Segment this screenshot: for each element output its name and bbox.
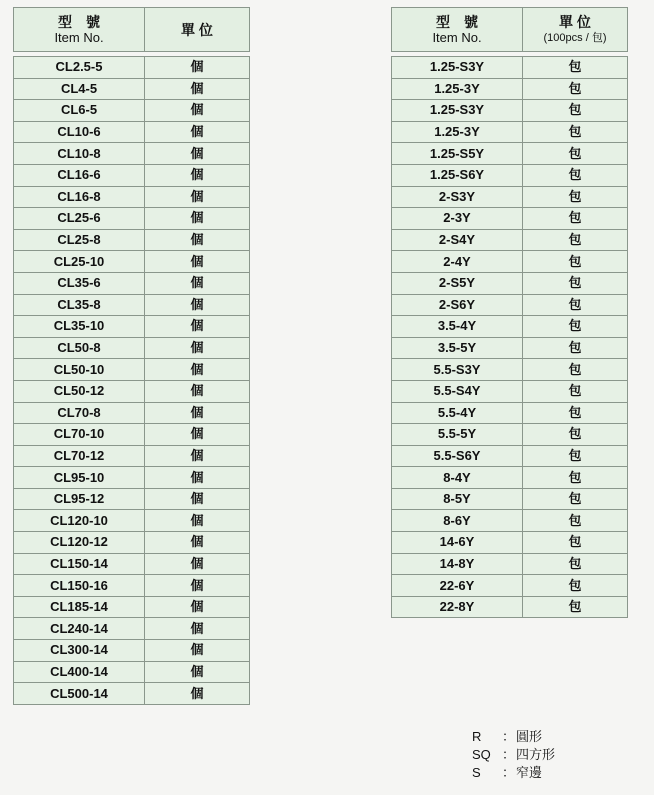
unit-cell: 個 <box>145 488 250 510</box>
item-number-cell: CL500-14 <box>14 683 145 705</box>
item-number-cell: 2-S6Y <box>392 294 523 316</box>
item-number-cell: 5.5-S4Y <box>392 380 523 402</box>
item-number-cell: CL120-12 <box>14 532 145 554</box>
item-number-cell: 1.25-3Y <box>392 121 523 143</box>
unit-cell: 個 <box>145 553 250 575</box>
item-number-cell: CL95-12 <box>14 488 145 510</box>
legend-description: 窄邊 <box>516 765 543 780</box>
table-row <box>392 467 628 489</box>
table-row <box>14 488 250 510</box>
item-number-cell: 5.5-S3Y <box>392 359 523 381</box>
unit-cell: 個 <box>145 359 250 381</box>
model-header <box>14 8 145 52</box>
right-product-table <box>391 7 628 618</box>
item-number-cell: CL35-8 <box>14 294 145 316</box>
unit-cell: 包 <box>523 553 628 575</box>
table-row <box>392 359 628 381</box>
table-row <box>14 229 250 251</box>
table-row <box>14 78 250 100</box>
unit-header <box>523 8 628 52</box>
table-row <box>14 445 250 467</box>
item-number-cell: 8-5Y <box>392 488 523 510</box>
unit-cell: 包 <box>523 510 628 532</box>
item-number-cell: 3.5-5Y <box>392 337 523 359</box>
unit-cell: 個 <box>145 510 250 532</box>
unit-header-sub: (100pcs / 包) <box>543 31 607 44</box>
item-number-cell: CL35-6 <box>14 272 145 294</box>
unit-cell: 包 <box>523 272 628 294</box>
unit-cell: 包 <box>523 380 628 402</box>
table-row <box>14 467 250 489</box>
table-row <box>14 294 250 316</box>
unit-cell: 個 <box>145 380 250 402</box>
item-number-cell: CL4-5 <box>14 78 145 100</box>
unit-cell: 包 <box>523 359 628 381</box>
table-row <box>14 316 250 338</box>
item-number-cell: CL300-14 <box>14 640 145 662</box>
item-number-cell: 14-8Y <box>392 553 523 575</box>
item-number-cell: CL150-14 <box>14 553 145 575</box>
model-header-en: Item No. <box>432 29 482 45</box>
table-row <box>392 510 628 532</box>
unit-cell: 包 <box>523 445 628 467</box>
table-row <box>392 100 628 122</box>
model-header-zh: 型 號 <box>58 13 100 30</box>
table-row <box>392 143 628 165</box>
item-number-cell: CL10-6 <box>14 121 145 143</box>
legend-separator: ： <box>502 747 516 762</box>
unit-cell: 個 <box>145 294 250 316</box>
unit-cell: 包 <box>523 596 628 618</box>
unit-cell: 包 <box>523 186 628 208</box>
unit-cell: 個 <box>145 229 250 251</box>
item-number-cell: 2-S5Y <box>392 272 523 294</box>
legend-description: 四方形 <box>516 747 556 762</box>
table-row <box>14 532 250 554</box>
unit-cell: 個 <box>145 596 250 618</box>
table-row <box>14 402 250 424</box>
table-row <box>14 683 250 705</box>
item-number-cell: CL150-16 <box>14 575 145 597</box>
unit-cell: 包 <box>523 78 628 100</box>
table-row <box>14 121 250 143</box>
legend-separator: ： <box>502 729 516 744</box>
table-row <box>14 618 250 640</box>
table-row <box>392 402 628 424</box>
unit-cell: 包 <box>523 208 628 230</box>
unit-header <box>145 8 250 52</box>
table-row <box>392 380 628 402</box>
table-row <box>392 294 628 316</box>
model-header-zh: 型 號 <box>436 13 478 30</box>
table-row <box>392 424 628 446</box>
legend-item <box>472 764 555 782</box>
unit-cell: 個 <box>145 208 250 230</box>
item-number-cell: 2-3Y <box>392 208 523 230</box>
unit-cell: 包 <box>523 532 628 554</box>
table-row <box>392 229 628 251</box>
item-number-cell: CL70-10 <box>14 424 145 446</box>
unit-cell: 個 <box>145 640 250 662</box>
shape-legend <box>472 728 555 782</box>
unit-cell: 個 <box>145 661 250 683</box>
table-row <box>392 208 628 230</box>
unit-cell: 個 <box>145 618 250 640</box>
item-number-cell: 5.5-S6Y <box>392 445 523 467</box>
item-number-cell: CL95-10 <box>14 467 145 489</box>
table-row <box>392 186 628 208</box>
left-table-body <box>14 57 250 705</box>
item-number-cell: CL35-10 <box>14 316 145 338</box>
table-row <box>392 553 628 575</box>
left-product-table <box>13 7 250 705</box>
legend-item <box>472 728 555 746</box>
unit-cell: 個 <box>145 143 250 165</box>
table-row <box>14 186 250 208</box>
legend-code: R <box>472 729 482 744</box>
model-header <box>392 8 523 52</box>
table-row <box>392 121 628 143</box>
item-number-cell: 1.25-S5Y <box>392 143 523 165</box>
unit-cell: 個 <box>145 683 250 705</box>
unit-cell: 個 <box>145 272 250 294</box>
legend-code: SQ <box>472 747 491 762</box>
item-number-cell: CL50-8 <box>14 337 145 359</box>
unit-cell: 包 <box>523 575 628 597</box>
table-row <box>14 661 250 683</box>
table-row <box>392 251 628 273</box>
table-row <box>14 553 250 575</box>
table-row <box>14 359 250 381</box>
unit-header-zh: 單 位 <box>181 21 213 38</box>
unit-cell: 包 <box>523 121 628 143</box>
item-number-cell: CL50-12 <box>14 380 145 402</box>
table-row <box>392 596 628 618</box>
item-number-cell: 1.25-S6Y <box>392 164 523 186</box>
table-row <box>392 337 628 359</box>
table-row <box>14 251 250 273</box>
table-row <box>14 57 250 79</box>
unit-cell: 個 <box>145 467 250 489</box>
unit-cell: 包 <box>523 488 628 510</box>
table-row <box>392 78 628 100</box>
right-table-body <box>392 57 628 618</box>
item-number-cell: CL70-8 <box>14 402 145 424</box>
unit-cell: 個 <box>145 532 250 554</box>
item-number-cell: 22-8Y <box>392 596 523 618</box>
model-header-en: Item No. <box>54 29 104 45</box>
table-row <box>392 532 628 554</box>
unit-header-zh: 單 位 <box>559 13 591 30</box>
item-number-cell: 3.5-4Y <box>392 316 523 338</box>
item-number-cell: 2-S3Y <box>392 186 523 208</box>
item-number-cell: CL6-5 <box>14 100 145 122</box>
item-number-cell: 22-6Y <box>392 575 523 597</box>
unit-cell: 個 <box>145 445 250 467</box>
table-row <box>14 337 250 359</box>
unit-cell: 包 <box>523 57 628 79</box>
item-number-cell: 8-6Y <box>392 510 523 532</box>
legend-description: 圓形 <box>516 729 543 744</box>
unit-cell: 個 <box>145 575 250 597</box>
unit-cell: 個 <box>145 186 250 208</box>
item-number-cell: 8-4Y <box>392 467 523 489</box>
unit-cell: 個 <box>145 121 250 143</box>
unit-cell: 個 <box>145 424 250 446</box>
table-row <box>14 208 250 230</box>
unit-cell: 包 <box>523 143 628 165</box>
item-number-cell: 2-4Y <box>392 251 523 273</box>
legend-item <box>472 746 555 764</box>
table-row <box>392 57 628 79</box>
item-number-cell: CL16-8 <box>14 186 145 208</box>
unit-cell: 包 <box>523 337 628 359</box>
item-number-cell: CL120-10 <box>14 510 145 532</box>
unit-cell: 個 <box>145 402 250 424</box>
item-number-cell: 2-S4Y <box>392 229 523 251</box>
table-row <box>392 445 628 467</box>
table-row <box>14 100 250 122</box>
unit-cell: 包 <box>523 100 628 122</box>
item-number-cell: CL16-6 <box>14 164 145 186</box>
unit-cell: 包 <box>523 294 628 316</box>
table-row <box>14 143 250 165</box>
unit-cell: 包 <box>523 467 628 489</box>
item-number-cell: CL400-14 <box>14 661 145 683</box>
item-number-cell: 1.25-S3Y <box>392 100 523 122</box>
item-number-cell: 5.5-5Y <box>392 424 523 446</box>
item-number-cell: CL2.5-5 <box>14 57 145 79</box>
item-number-cell: CL25-6 <box>14 208 145 230</box>
table-row <box>14 164 250 186</box>
table-row <box>14 640 250 662</box>
table-row <box>392 272 628 294</box>
table-row <box>392 488 628 510</box>
unit-cell: 包 <box>523 402 628 424</box>
unit-cell: 包 <box>523 316 628 338</box>
table-row <box>14 596 250 618</box>
item-number-cell: CL25-8 <box>14 229 145 251</box>
item-number-cell: CL25-10 <box>14 251 145 273</box>
unit-cell: 個 <box>145 100 250 122</box>
item-number-cell: 1.25-S3Y <box>392 57 523 79</box>
unit-cell: 包 <box>523 424 628 446</box>
table-row <box>392 164 628 186</box>
item-number-cell: CL50-10 <box>14 359 145 381</box>
unit-cell: 個 <box>145 164 250 186</box>
table-row <box>14 575 250 597</box>
item-number-cell: 1.25-3Y <box>392 78 523 100</box>
legend-code: S <box>472 765 481 780</box>
unit-cell: 個 <box>145 78 250 100</box>
unit-cell: 個 <box>145 316 250 338</box>
unit-cell: 包 <box>523 229 628 251</box>
table-row <box>392 316 628 338</box>
item-number-cell: CL10-8 <box>14 143 145 165</box>
item-number-cell: 5.5-4Y <box>392 402 523 424</box>
table-row <box>14 272 250 294</box>
unit-cell: 包 <box>523 164 628 186</box>
unit-cell: 個 <box>145 57 250 79</box>
table-row <box>392 575 628 597</box>
item-number-cell: 14-6Y <box>392 532 523 554</box>
table-row <box>14 510 250 532</box>
unit-cell: 個 <box>145 251 250 273</box>
unit-cell: 個 <box>145 337 250 359</box>
item-number-cell: CL185-14 <box>14 596 145 618</box>
item-number-cell: CL240-14 <box>14 618 145 640</box>
table-row <box>14 424 250 446</box>
unit-cell: 包 <box>523 251 628 273</box>
table-row <box>14 380 250 402</box>
item-number-cell: CL70-12 <box>14 445 145 467</box>
legend-separator: ： <box>502 765 516 780</box>
